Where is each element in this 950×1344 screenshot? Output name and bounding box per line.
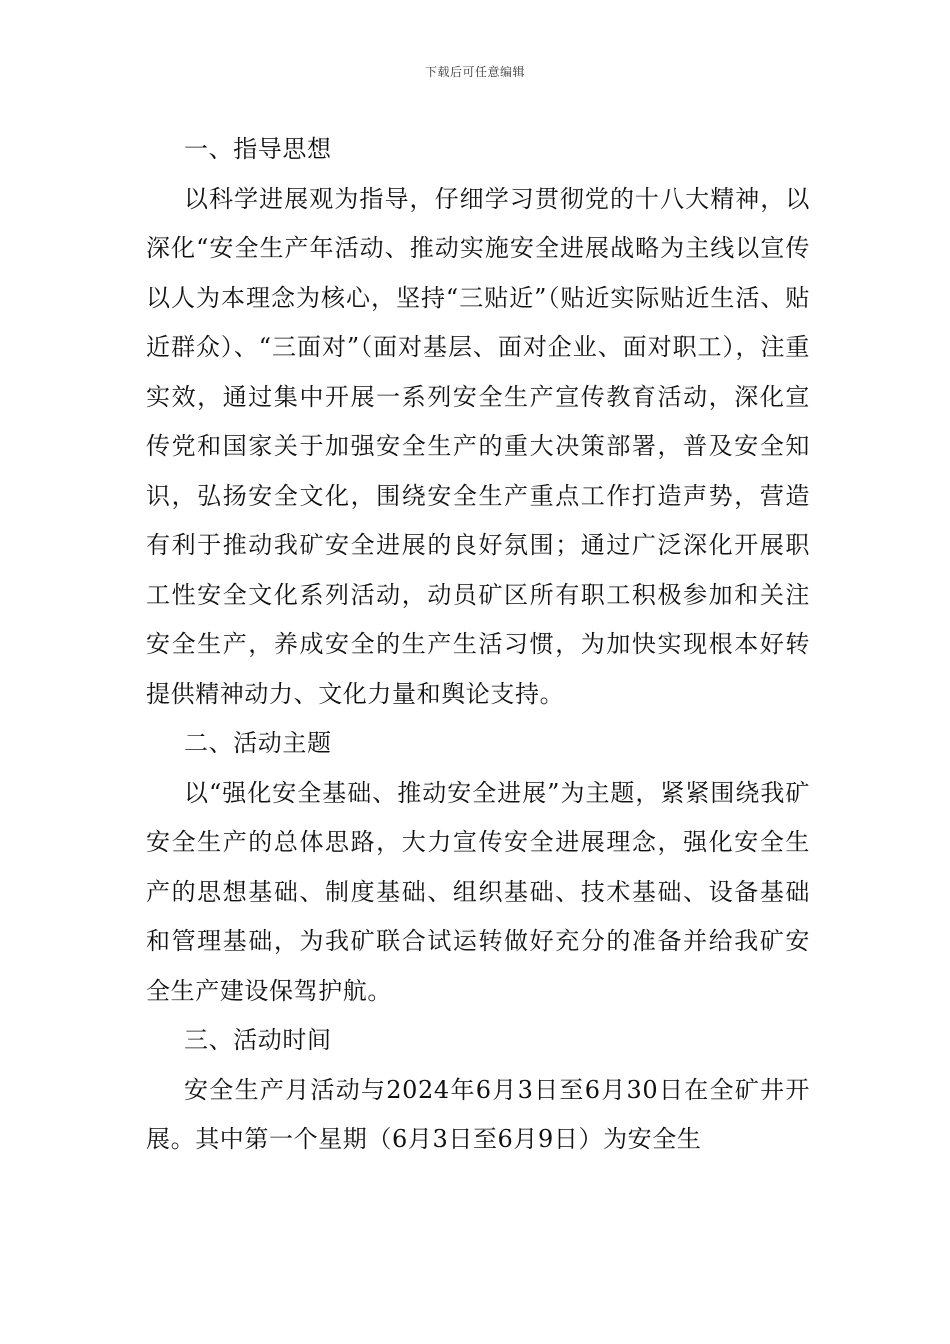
section-heading-guiding-ideology: 一、指导思想 <box>184 135 332 163</box>
paragraph-guiding-ideology: 以科学进展观为指导，仔细学习贯彻党的十八大精神，以深化“安全生产年活动、推动实施安全进展战略为主线以宣传以人为本理念为核心，坚持“三贴近”（贴近实际贴近生活、贴近群众）、“三面对”（面对基层、面对企业、面对职工），注重实效，通过集中开展一系列安全生产宣传教育活动，深化宣传党和国家关于加强安全生产的重大决策部署，普及安全知识，弘扬安全文化，围绕安全生产重点工作打造声势，营造有利于推动我矿安全进展的良好氛围；通过广泛深化开展职工性安全文化系列活动，动员矿区所有职工积极参加和关注安全生产，养成安全的生产生活习惯，为加快实现根本好转提供精神动力、文化力量和舆论支持。 <box>146 184 810 708</box>
document-body <box>146 125 810 1165</box>
paragraph-activity-theme: 以“强化安全基础、推动安全进展”为主题，紧紧围绕我矿安全生产的总体思路，大力宣传安全进展理念，强化安全生产的思想基础、制度基础、组织基础、技术基础、设备基础和管理基础，为我矿联合试运转做好充分的准备并给我矿安全生产建设保驾护航。 <box>146 778 810 1005</box>
paragraph-activity-time: 安全生产月活动与2024年6月3日至6月30日在全矿井开展。其中第一个星期（6月3日至6月9日）为安全生 <box>146 1075 810 1153</box>
page-header-note: 下载后可任意编辑 <box>424 65 525 79</box>
section-heading-activity-time: 三、活动时间 <box>184 1026 332 1054</box>
section-heading-activity-theme: 二、活动主题 <box>184 729 332 757</box>
